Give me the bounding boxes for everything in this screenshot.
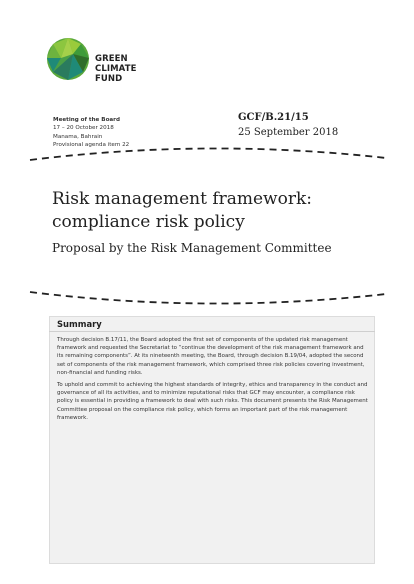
- title-line: Risk management framework:: [52, 189, 312, 209]
- document-id: [238, 110, 368, 140]
- summary-paragraph: To uphold and commit to achieving the highest standards of integrity, ethics and transparency in the conduct and governance of all its activities, and to minimize reputational risks that GCF may encounter, a compliance risk policy is essential in providing a framework to deal with such risks. This document presents the Risk Management Committee proposal on the compliance risk policy, which forms an important part of the risk management framework.: [57, 382, 368, 421]
- globe-logo-icon: [45, 36, 91, 82]
- gcf-logo: [45, 36, 155, 100]
- document-subtitle: Proposal by the Risk Management Committee: [52, 241, 332, 255]
- meeting-location: Manama, Bahrain: [53, 133, 103, 140]
- document-date: 25 September 2018: [238, 127, 339, 138]
- summary-paragraph: Through decision B.17/11, the Board adopted the first set of components of the updated risk management framework and requested the Secretariat to “continue the development of the risk management framework and its remaining components”. At its nineteenth meeting, the Board, through decision B.19/04, adopted the second set of components of the risk management framework, which comprised three risk policies covering investment, non-financial and funding risks.: [57, 337, 365, 376]
- top-dashed-divider: [28, 144, 388, 164]
- summary-heading: Summary: [57, 319, 102, 329]
- agenda-item: Provisional agenda item 22: [53, 142, 130, 149]
- bottom-dashed-divider: [28, 288, 388, 308]
- meeting-dates: 17 – 20 October 2018: [53, 125, 114, 132]
- summary-rule: [49, 331, 375, 332]
- document-title: [52, 188, 372, 234]
- title-line: compliance risk policy: [52, 212, 245, 232]
- summary-body: [57, 336, 368, 426]
- document-code: GCF/B.21/15: [238, 112, 309, 123]
- meeting-title: Meeting of the Board: [53, 117, 120, 123]
- logo-wordmark: GREEN CLIMATE FUND: [95, 54, 137, 84]
